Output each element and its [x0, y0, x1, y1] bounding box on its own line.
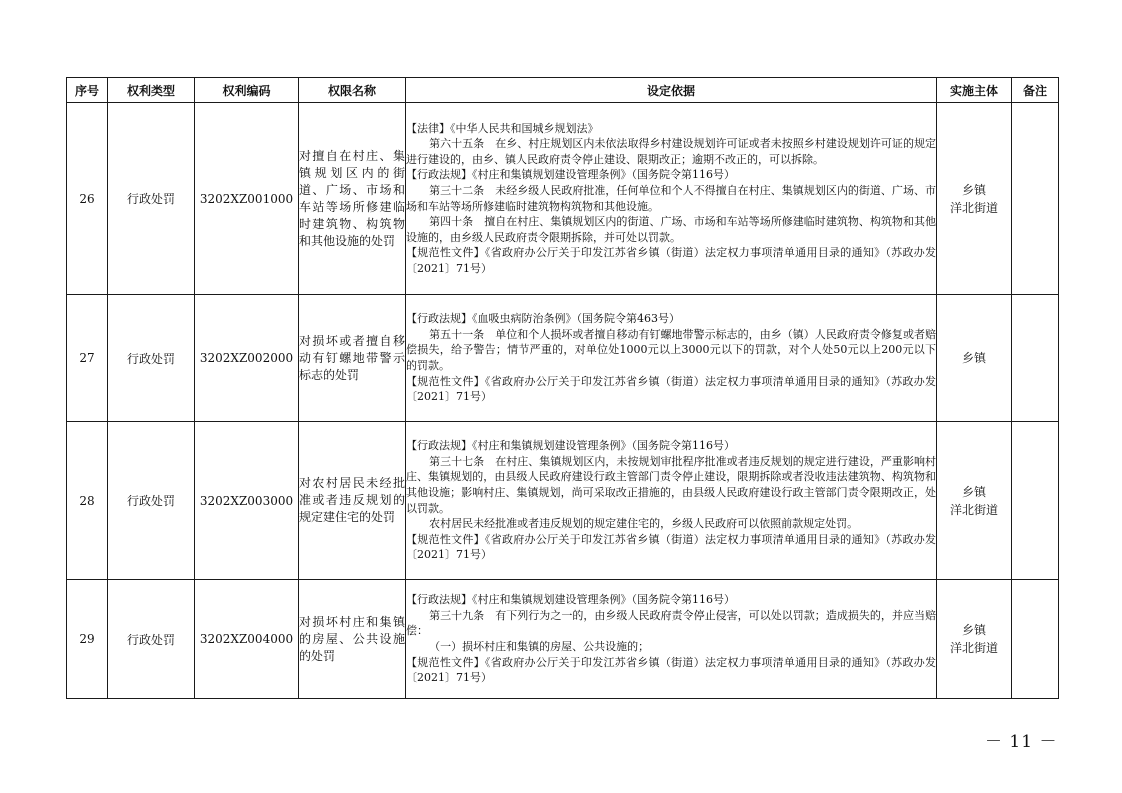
basis-paragraph: 【规范性文件】《省政府办公厅关于印发江苏省乡镇（街道）法定权力事项清单通用目录的通知》（苏政办发〔2021〕71号） — [406, 532, 936, 562]
basis-paragraph: 【行政法规】《村庄和集镇规划建设管理条例》（国务院令第116号） — [406, 593, 735, 607]
basis-paragraph: 农村居民未经批准或者违反规划的规定建住宅的，乡级人民政府可以依照前款规定处罚。 — [429, 517, 859, 531]
basis-paragraph: 【行政法规】《血吸虫病防治条例》（国务院令第463号） — [406, 312, 680, 326]
row-name: 对损坏或者擅自移动有钉螺地带警示标志的处罚 — [299, 295, 406, 422]
agent-line: 乡镇 — [961, 182, 986, 197]
row-remark — [1012, 580, 1059, 699]
row-basis — [406, 580, 937, 699]
row-code: 3202XZ002000 — [195, 295, 299, 422]
row-agent — [937, 580, 1012, 699]
row-category: 行政处罚 — [108, 295, 195, 422]
agent-line: 乡镇 — [961, 351, 986, 365]
row-remark — [1012, 422, 1059, 580]
header-row — [67, 78, 1059, 103]
row-category: 行政处罚 — [108, 422, 195, 580]
basis-paragraph: 第三十七条 在村庄、集镇规划区内，未按规划审批程序批准或者违反规划的规定进行建设，严重影响村庄、集镇规划的，由县级人民政府建设行政主管部门责令停止建设，限期拆除或者没收违法建筑物、构筑物和其他设施；影响村庄、集镇规划，尚可采取改正措施的，由县级人民政府建设行政主管部门责令限期改正，处以罚款。 — [406, 454, 936, 515]
agent-line: 乡镇 — [961, 484, 986, 499]
row-agent — [937, 295, 1012, 422]
agent-line: 洋北街道 — [949, 200, 998, 215]
row-name: 对农村居民未经批准或者违反规划的规定建住宅的处罚 — [299, 422, 406, 580]
agent-line: 乡镇 — [961, 623, 986, 637]
header-index: 序号 — [67, 78, 108, 103]
basis-paragraph: 【法律】《中华人民共和国城乡规划法》 — [406, 121, 599, 135]
row-category: 行政处罚 — [108, 103, 195, 295]
header-name: 权限名称 — [299, 78, 406, 103]
header-remark: 备注 — [1012, 78, 1059, 103]
row-index: 27 — [67, 295, 108, 422]
page-number: － 11 － — [985, 732, 1058, 752]
rights-table — [66, 77, 1059, 699]
basis-paragraph: 【行政法规】《村庄和集镇规划建设管理条例》（国务院令第116号） — [406, 168, 735, 182]
row-index: 28 — [67, 422, 108, 580]
row-name: 对损坏村庄和集镇的房屋、公共设施的处罚 — [299, 580, 406, 699]
row-remark — [1012, 295, 1059, 422]
row-index: 26 — [67, 103, 108, 295]
row-index: 29 — [67, 580, 108, 699]
basis-paragraph: 第四十条 擅自在村庄、集镇规划区内的街道、广场、市场和车站等场所修建临时建筑物、构筑物和其他设施的，由乡级人民政府责令限期拆除，并可处以罚款。 — [406, 215, 936, 244]
header-agent: 实施主体 — [937, 78, 1012, 103]
basis-paragraph: 【规范性文件】《省政府办公厅关于印发江苏省乡镇（街道）法定权力事项清单通用目录的通知》（苏政办发〔2021〕71号） — [406, 246, 936, 275]
table-row — [67, 295, 1059, 422]
basis-paragraph: 第三十九条 有下列行为之一的，由乡级人民政府责令停止侵害，可以处以罚款；造成损失的，并应当赔偿： — [406, 608, 936, 638]
table-body — [67, 103, 1059, 699]
header-category: 权利类型 — [108, 78, 195, 103]
agent-line: 洋北街道 — [949, 641, 998, 655]
table-row — [67, 103, 1059, 295]
table-header — [67, 78, 1059, 103]
row-code: 3202XZ001000 — [195, 103, 299, 295]
basis-paragraph: 第五十一条 单位和个人损坏或者擅自移动有钉螺地带警示标志的，由乡（镇）人民政府责令修复或者赔偿损失，给予警告；情节严重的，对单位处1000元以上3000元以下的罚款，对个人处50元以上200元以下的罚款。 — [406, 327, 936, 372]
row-basis — [406, 422, 937, 580]
basis-paragraph: 【行政法规】《村庄和集镇规划建设管理条例》（国务院令第116号） — [406, 439, 735, 453]
table-row — [67, 580, 1059, 699]
header-basis: 设定依据 — [406, 78, 937, 103]
row-agent — [937, 103, 1012, 295]
basis-paragraph: 【规范性文件】《省政府办公厅关于印发江苏省乡镇（街道）法定权力事项清单通用目录的通知》（苏政办发〔2021〕71号） — [406, 374, 936, 404]
row-remark — [1012, 103, 1059, 295]
agent-line: 洋北街道 — [949, 502, 998, 517]
document-sheet — [66, 77, 1058, 699]
row-category: 行政处罚 — [108, 580, 195, 699]
row-agent — [937, 422, 1012, 580]
table-row — [67, 422, 1059, 580]
row-basis — [406, 103, 937, 295]
basis-paragraph: 【规范性文件】《省政府办公厅关于印发江苏省乡镇（街道）法定权力事项清单通用目录的通知》（苏政办发〔2021〕71号） — [406, 655, 936, 685]
row-code: 3202XZ004000 — [195, 580, 299, 699]
basis-paragraph: （一）损坏村庄和集镇的房屋、公共设施的； — [429, 640, 650, 653]
header-code: 权利编码 — [195, 78, 299, 103]
row-basis — [406, 295, 937, 422]
basis-paragraph: 第六十五条 在乡、村庄规划区内未依法取得乡村建设规划许可证或者未按照乡村建设规划许可证的规定进行建设的，由乡、镇人民政府责令停止建设、限期改正；逾期不改正的，可以拆除。 — [406, 137, 936, 166]
basis-paragraph: 第三十二条 未经乡级人民政府批准，任何单位和个人不得擅自在村庄、集镇规划区内的街道、广场、市场和车站等场所修建临时建筑物构筑物和其他设施。 — [406, 183, 936, 213]
row-name: 对擅自在村庄、集镇规划区内的街道、广场、市场和车站等场所修建临时建筑物、构筑物和其他设施的处罚 — [299, 103, 406, 295]
row-code: 3202XZ003000 — [195, 422, 299, 580]
